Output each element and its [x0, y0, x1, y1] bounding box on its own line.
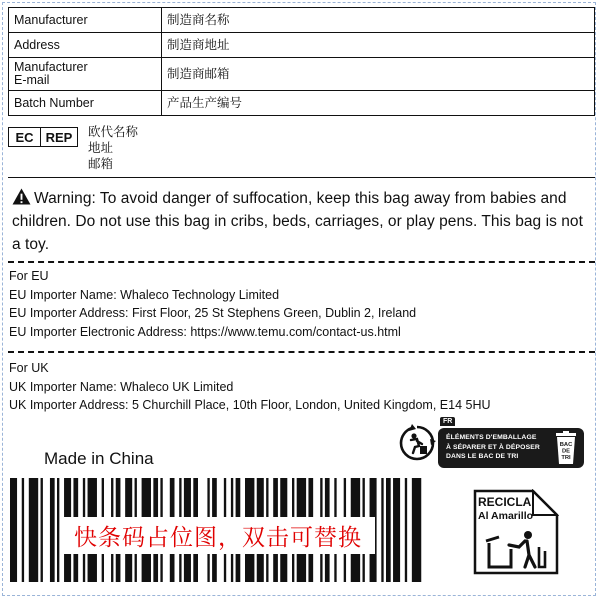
country-of-origin: Made in China: [44, 449, 154, 468]
barcode-bar: [22, 478, 24, 582]
barcode-bar: [10, 478, 17, 582]
triman-badge: [438, 428, 584, 468]
table-row: [9, 58, 595, 91]
eu-importer-name: EU Importer Name: Whaleco Technology Limited: [9, 287, 280, 302]
ec-rep-email: 邮箱: [88, 157, 114, 171]
country-tag: FR: [440, 417, 455, 426]
table-row: [9, 8, 595, 33]
barcode-bar: [386, 478, 391, 582]
table-value: 产品生产编号: [162, 91, 595, 116]
barcode-bar: [41, 478, 43, 582]
table-row: [9, 33, 595, 58]
table-value: 制造商邮箱: [162, 58, 595, 91]
table-value: 制造商地址: [162, 33, 595, 58]
ec-label: EC: [9, 128, 41, 146]
barcode-bar: [393, 478, 400, 582]
table-label-line: Manufacturer: [14, 60, 88, 74]
table-label: Address: [9, 33, 162, 58]
uk-heading: For UK: [9, 361, 49, 375]
barcode-bar: [381, 478, 383, 582]
svg-text:BAC: BAC: [559, 442, 573, 448]
recicla-line: RECICLA: [478, 495, 532, 509]
uk-importer-block: [9, 359, 491, 415]
uk-importer-name: UK Importer Name: Whaleco UK Limited: [9, 379, 234, 394]
suffocation-warning: [12, 187, 590, 256]
table-row: [9, 91, 595, 116]
triman-line: À SÉPARER ET À DÉPOSER: [446, 443, 540, 451]
barcode-placeholder-text[interactable]: 快条码占位图，双击可替换: [61, 517, 375, 554]
warning-triangle-icon: [12, 188, 31, 205]
eu-importer-electronic-address: EU Importer Electronic Address: https://www.temu.com/contact-us.html: [9, 324, 401, 339]
eu-heading: For EU: [9, 269, 49, 283]
barcode-bar: [412, 478, 421, 582]
table-value: 制造商名称: [162, 8, 595, 33]
recicla-label: [478, 495, 533, 523]
sorting-bin-icon: [552, 431, 580, 465]
rep-label: REP: [45, 129, 73, 145]
ec-rep-details: [88, 124, 138, 172]
svg-text:TRI: TRI: [561, 455, 571, 461]
uk-importer-address: UK Importer Address: 5 Churchill Place, 10th Floor, London, United Kingdom, E14 5HU: [9, 398, 491, 412]
barcode-bar: [29, 478, 38, 582]
triman-line: ÉLÉMENTS D'EMBALLAGE: [446, 434, 537, 441]
barcode-bar: [57, 478, 59, 582]
table-label: [9, 58, 162, 91]
dashed-divider: [8, 261, 595, 263]
recycle-person-icon: [398, 424, 436, 462]
table-label: Manufacturer: [9, 8, 162, 33]
barcode-bar: [405, 478, 407, 582]
triman-text: [446, 433, 540, 462]
table-label-line: E-mail: [14, 73, 50, 87]
eu-importer-block: [9, 267, 416, 341]
eu-importer-address: EU Importer Address: First Floor, 25 St Stephens Green, Dublin 2, Ireland: [9, 306, 417, 320]
table-label: Batch Number: [9, 91, 162, 116]
triman-line: DANS LE BAC DE TRI: [446, 453, 519, 460]
ec-rep-name: 欧代名称: [88, 125, 139, 139]
recicla-line: Al Amarillo: [478, 510, 534, 522]
dashed-divider: [8, 351, 595, 353]
warning-text: Warning: To avoid danger of suffocation, keep this bag away from babies and children. Do not use this bag in cribs, beds, carriages, or play pens. This bag is not a toy.: [12, 190, 583, 253]
ec-rep-symbol: [8, 127, 78, 147]
svg-text:DE: DE: [561, 448, 571, 455]
ec-rep-address: 地址: [88, 141, 114, 155]
solid-divider: [8, 177, 595, 178]
barcode-bar: [50, 478, 55, 582]
manufacturer-table: [8, 7, 595, 116]
